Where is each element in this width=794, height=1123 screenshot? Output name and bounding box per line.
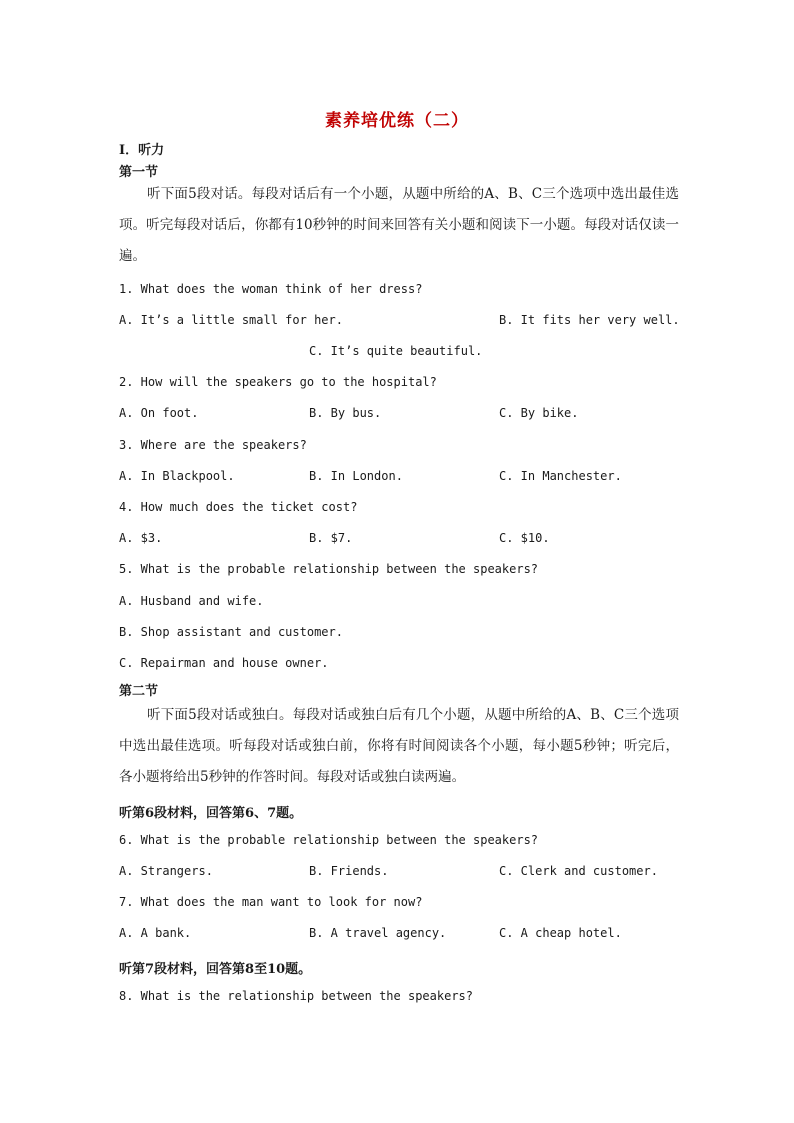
section-heading: Ⅰ．听力 — [119, 143, 165, 158]
q1-option-a: A. It’s a little small for her. — [119, 313, 343, 327]
q7-option-a: A. A bank. — [119, 926, 192, 940]
q5-option-b: B. Shop assistant and customer. — [119, 625, 343, 639]
q6-option-a: A. Strangers. — [119, 864, 213, 878]
q7-option-b: B. A travel agency. — [309, 926, 447, 940]
question-7: 7. What does the man want to look for now? — [119, 895, 423, 909]
q3-option-b: B. In London. — [309, 469, 403, 483]
q7-option-c: C. A cheap hotel. — [499, 926, 622, 940]
part1-heading: 第一节 — [119, 165, 159, 180]
q6-option-c: C. Clerk and customer. — [499, 864, 658, 878]
part2-instructions: 听下面5段对话或独白。每段对话或独白后有几个小题，从题中所给的A、B、C三个选项中选出最佳选项。听每段对话或独白前，你将有时间阅读各个小题，每小题5秒钟；听完后，各小题将给出5秒钟的作答时间。每段对话或独白读两遍。 — [119, 707, 679, 785]
q6-option-b: B. Friends. — [309, 864, 389, 878]
q5-option-c: C. Repairman and house owner. — [119, 656, 329, 670]
question-2: 2. How will the speakers go to the hospital? — [119, 375, 437, 389]
q1-option-c: C. It’s quite beautiful. — [309, 344, 483, 358]
q1-option-b: B. It fits her very well. — [499, 313, 680, 327]
q3-option-c: C. In Manchester. — [499, 469, 622, 483]
question-1: 1. What does the woman think of her dress? — [119, 282, 423, 296]
part2-heading: 第二节 — [119, 684, 159, 699]
q4-option-c: C. $10. — [499, 531, 550, 545]
question-3: 3. Where are the speakers? — [119, 438, 307, 452]
q5-option-a: A. Husband and wife. — [119, 594, 264, 608]
question-5: 5. What is the probable relationship between the speakers? — [119, 562, 539, 576]
question-4: 4. How much does the ticket cost? — [119, 500, 358, 514]
material-7-heading: 听第7段材料，回答第8至10题。 — [119, 962, 312, 977]
q4-option-b: B. $7. — [309, 531, 353, 545]
q4-option-a: A. $3. — [119, 531, 163, 545]
q2-option-a: A. On foot. — [119, 406, 199, 420]
page-title: 素养培优练（二） — [325, 111, 469, 131]
material-6-heading: 听第6段材料，回答第6、7题。 — [119, 806, 303, 821]
question-8: 8. What is the relationship between the speakers? — [119, 989, 474, 1003]
q2-option-b: B. By bus. — [309, 406, 382, 420]
question-6: 6. What is the probable relationship between the speakers? — [119, 833, 539, 847]
part1-instructions: 听下面5段对话。每段对话后有一个小题，从题中所给的A、B、C三个选项中选出最佳选项。听完每段对话后，你都有10秒钟的时间来回答有关小题和阅读下一小题。每段对话仅读一遍。 — [119, 186, 679, 264]
q2-option-c: C. By bike. — [499, 406, 579, 420]
q3-option-a: A. In Blackpool. — [119, 469, 235, 483]
